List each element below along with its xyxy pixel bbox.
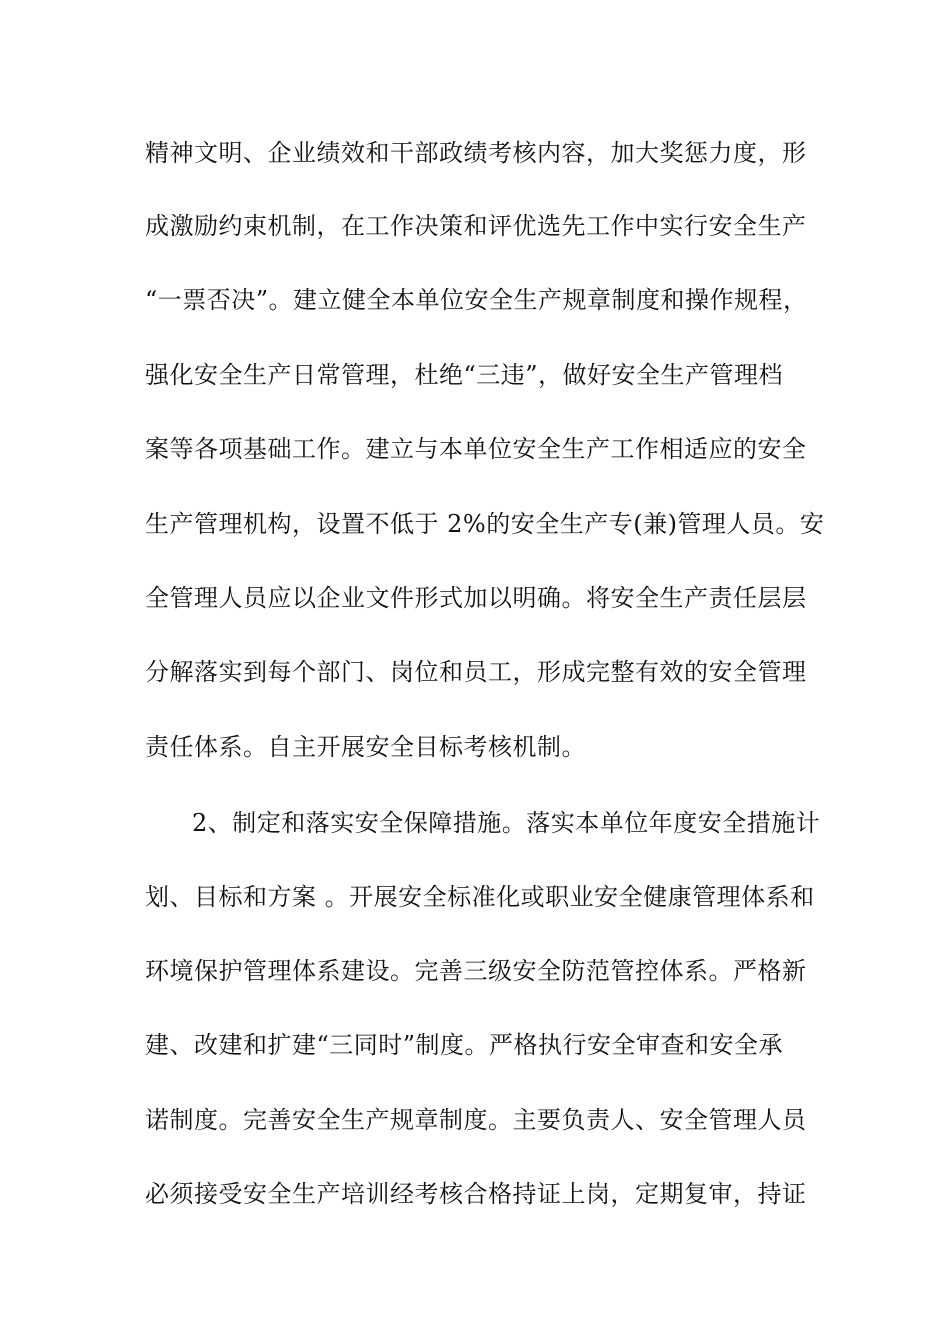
text-line-10: 2、制定和落实安全保障措施。落实本单位年度安全措施计 — [192, 809, 821, 837]
text-line-4: 强化安全生产日常管理，杜绝“三违”，做好安全生产管理档 — [145, 361, 784, 389]
text-line-2: 成激励约束机制，在工作决策和评优选先工作中实行安全生产 — [145, 212, 807, 240]
text-line-3: “一票否决”。建立健全本单位安全生产规章制度和操作规程， — [145, 286, 808, 314]
text-line-9: 责任体系。自主开展安全目标考核机制。 — [145, 733, 586, 761]
text-line-15: 必须接受安全生产培训经考核合格持证上岗，定期复审，持证 — [145, 1180, 807, 1208]
text-line-1: 精神文明、企业绩效和干部政绩考核内容，加大奖惩力度，形 — [145, 139, 807, 167]
text-line-8: 分解落实到每个部门、岗位和员工，形成完整有效的安全管理 — [145, 658, 807, 686]
text-line-7: 全管理人员应以企业文件形式加以明确。将安全生产责任层层 — [145, 584, 807, 612]
text-line-14: 诺制度。完善安全生产规章制度。主要负责人、安全管理人员 — [145, 1106, 807, 1134]
text-line-12: 环境保护管理体系建设。完善三级安全防范管控体系。严格新 — [145, 957, 807, 985]
text-line-13: 建、改建和扩建“三同时”制度。严格执行安全审查和安全承 — [145, 1031, 784, 1059]
text-line-5: 案等各项基础工作。建立与本单位安全生产工作相适应的安全 — [145, 435, 807, 463]
text-line-6: 生产管理机构，设置不低于 2%的安全生产专(兼)管理人员。安 — [145, 510, 825, 538]
text-line-11: 划、目标和方案 。开展安全标准化或职业安全健康管理体系和 — [145, 883, 815, 911]
